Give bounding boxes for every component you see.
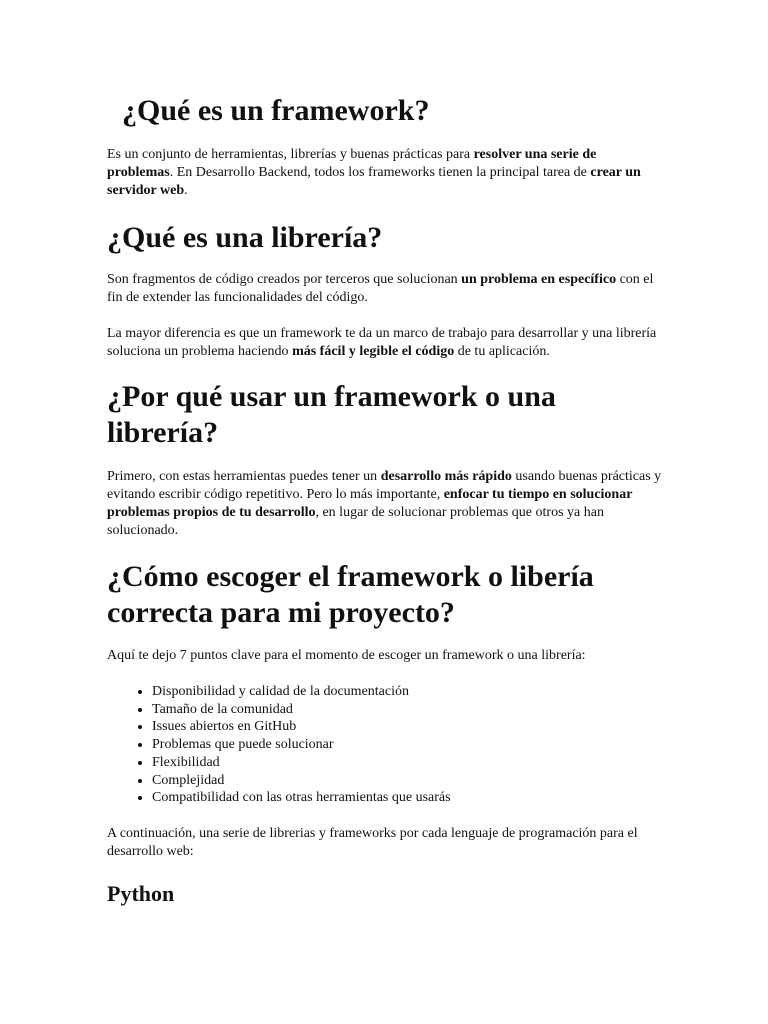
paragraph-puntos-intro: Aquí te dejo 7 puntos clave para el momento de escoger un framework o una librería: [107, 648, 586, 663]
list-item: • Disponibilidad y calidad de la documentación [152, 683, 712, 701]
text-run: Es un conjunto de herramientas, librerías y buenas prácticas para [107, 147, 474, 162]
heading-python: Python [107, 881, 175, 906]
list-item: • Tamaño de la comunidad [152, 701, 712, 719]
text-run: . [184, 183, 188, 198]
heading-que-es-libreria: ¿Qué es una librería? [107, 221, 383, 254]
bold-text-run: resolver una serie de problemas [107, 147, 597, 180]
paragraph-continuacion: A continuación, una serie de librerias y frameworks por cada lenguaje de programación para el desarrollo web: [107, 826, 638, 859]
text-run: Son fragmentos de código creados por terceros que solucionan [107, 272, 462, 287]
bold-text-run: crear un servidor web [107, 165, 641, 198]
bold-text-run: un problema en específico [461, 272, 617, 287]
text-run: Primero, con estas herramientas puedes tener un [107, 469, 381, 484]
list-item: • Complejidad [152, 772, 712, 790]
list-item: • Compatibilidad con las otras herramientas que usarás [152, 789, 712, 807]
paragraph-diferencia [107, 325, 667, 361]
list-item: • Problemas que puede solucionar [152, 736, 712, 754]
paragraph-libreria-definition [107, 271, 667, 307]
text-run: . En Desarrollo Backend, todos los frameworks tienen la principal tarea de [169, 165, 591, 180]
bold-text-run: más fácil y legible el código [292, 344, 455, 359]
text-run: con el fin de extender las funcionalidades del código. [107, 272, 654, 305]
list-item: • Issues abiertos en GitHub [152, 718, 712, 736]
text-run: , en lugar de solucionar problemas que otros ya han solucionado. [107, 505, 604, 538]
text-run: de tu aplicación. [454, 344, 550, 359]
heading-como-escoger: ¿Cómo escoger el framework o libería correcta para mi proyecto? [107, 560, 594, 629]
paragraph-por-que-usar [107, 468, 667, 540]
text-run: usando buenas prácticas y evitando escribir código repetitivo. Pero lo más importante, [107, 469, 662, 502]
list-item: • Flexibilidad [152, 754, 712, 772]
paragraph-framework-definition [107, 146, 647, 200]
heading-que-es-framework: ¿Qué es un framework? [122, 94, 430, 127]
text-run: La mayor diferencia es que un framework te da un marco de trabajo para desarrollar y una librería soluciona un problema haciendo [107, 326, 657, 359]
bold-text-run: enfocar tu tiempo en solucionar problemas propios de tu desarrollo [107, 487, 633, 520]
bold-text-run: desarrollo más rápido [380, 469, 512, 484]
heading-por-que-usar: ¿Por qué usar un framework o una librería? [107, 380, 556, 449]
bullet-list-puntos-clave [107, 683, 712, 807]
